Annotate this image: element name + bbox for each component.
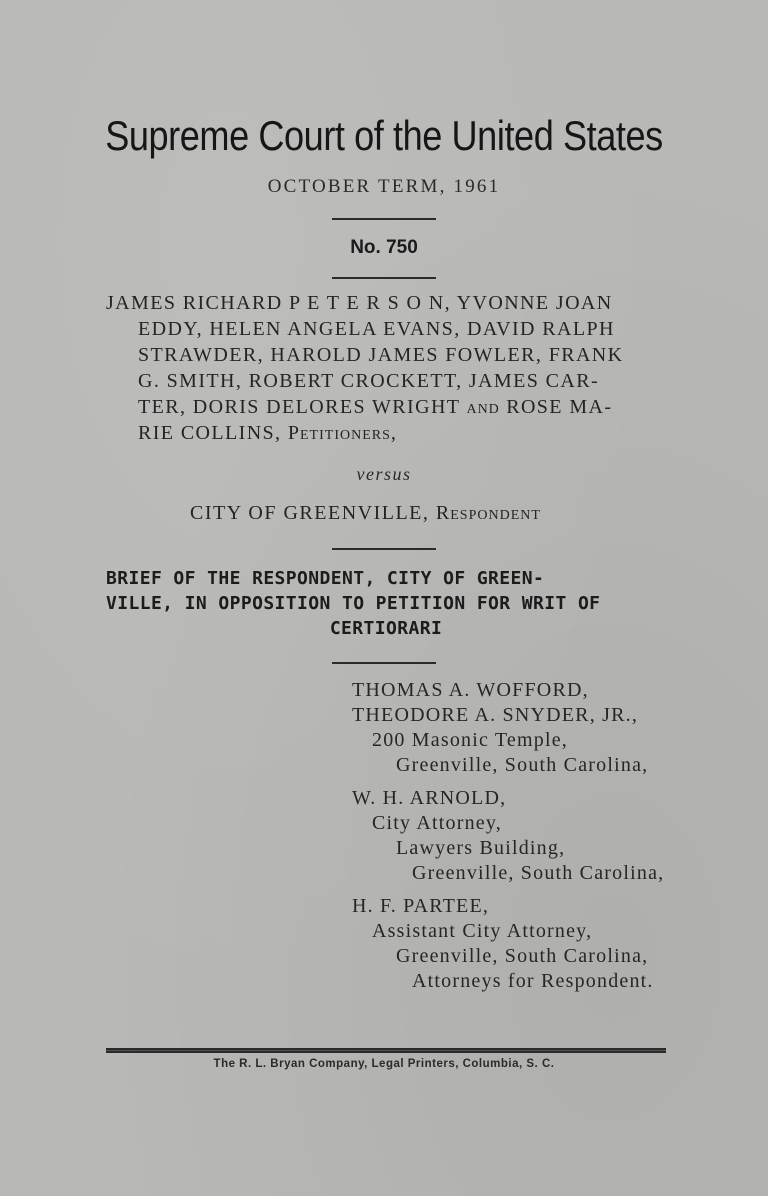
brief-title-line: BRIEF OF THE RESPONDENT, CITY OF GREEN- [106,568,545,589]
divider-rule [332,662,436,664]
petitioners-line-tail: ROSE MA- [506,396,613,418]
attorney-role: Attorneys for Respondent. [412,970,654,992]
attorney-name: H. F. PARTEE, [352,895,490,917]
respondent-label: Respondent [435,502,541,524]
petitioners-line: EDDY, HELEN ANGELA EVANS, DAVID RALPH [138,318,615,340]
brief-title-line: VILLE, IN OPPOSITION TO PETITION FOR WRIT OF [106,593,601,614]
brief-title-line: CERTIORARI [329,618,443,639]
divider-rule [332,548,436,550]
attorney-name: THEODORE A. SNYDER, JR., [352,704,639,726]
petitioners-line: STRAWDER, HAROLD JAMES FOWLER, FRANK [138,344,624,366]
attorney-address: Greenville, South Carolina, [396,945,649,967]
attorneys-block [352,678,664,994]
respondent-name: CITY OF GREENVILLE, [190,502,430,524]
petitioners-line: JAMES RICHARD P E T E R S O N, YVONNE JOAN [106,292,613,314]
divider-rule [332,218,436,220]
attorney-name: W. H. ARNOLD, [352,787,507,809]
attorney-name: THOMAS A. WOFFORD, [352,679,589,701]
petitioners-line [106,420,666,446]
petitioners-line-text: TER, DORIS DELORES WRIGHT [138,396,461,418]
attorney-address: Greenville, South Carolina, [396,754,649,776]
spacer [352,778,664,786]
case-number: No. 750 [350,237,418,258]
court-title: Supreme Court of the United States [105,112,663,159]
term-line: OCTOBER TERM, 1961 [267,176,501,197]
petitioners-line: G. SMITH, ROBERT CROCKETT, JAMES CAR- [138,370,600,392]
respondent-line [190,502,541,525]
printer-imprint: The R. L. Bryan Company, Legal Printers, Columbia, S. C. [213,1058,555,1070]
attorney-title: Assistant City Attorney, [372,920,593,942]
attorney-address: 200 Masonic Temple, [372,729,569,751]
printer-rule [106,1048,666,1053]
and-word: and [466,396,500,418]
divider-rule [332,277,436,279]
brief-title [106,566,666,641]
attorney-title: City Attorney, [372,812,502,834]
spacer [352,886,664,894]
petitioners-line-text: RIE COLLINS, [138,422,282,444]
versus-label: versus [356,464,412,484]
petitioners-block [106,290,666,446]
attorney-address: Greenville, South Carolina, [412,862,665,884]
petitioners-label: Petitioners, [287,422,397,444]
attorney-address: Lawyers Building, [396,837,566,859]
petitioners-line [106,394,666,420]
